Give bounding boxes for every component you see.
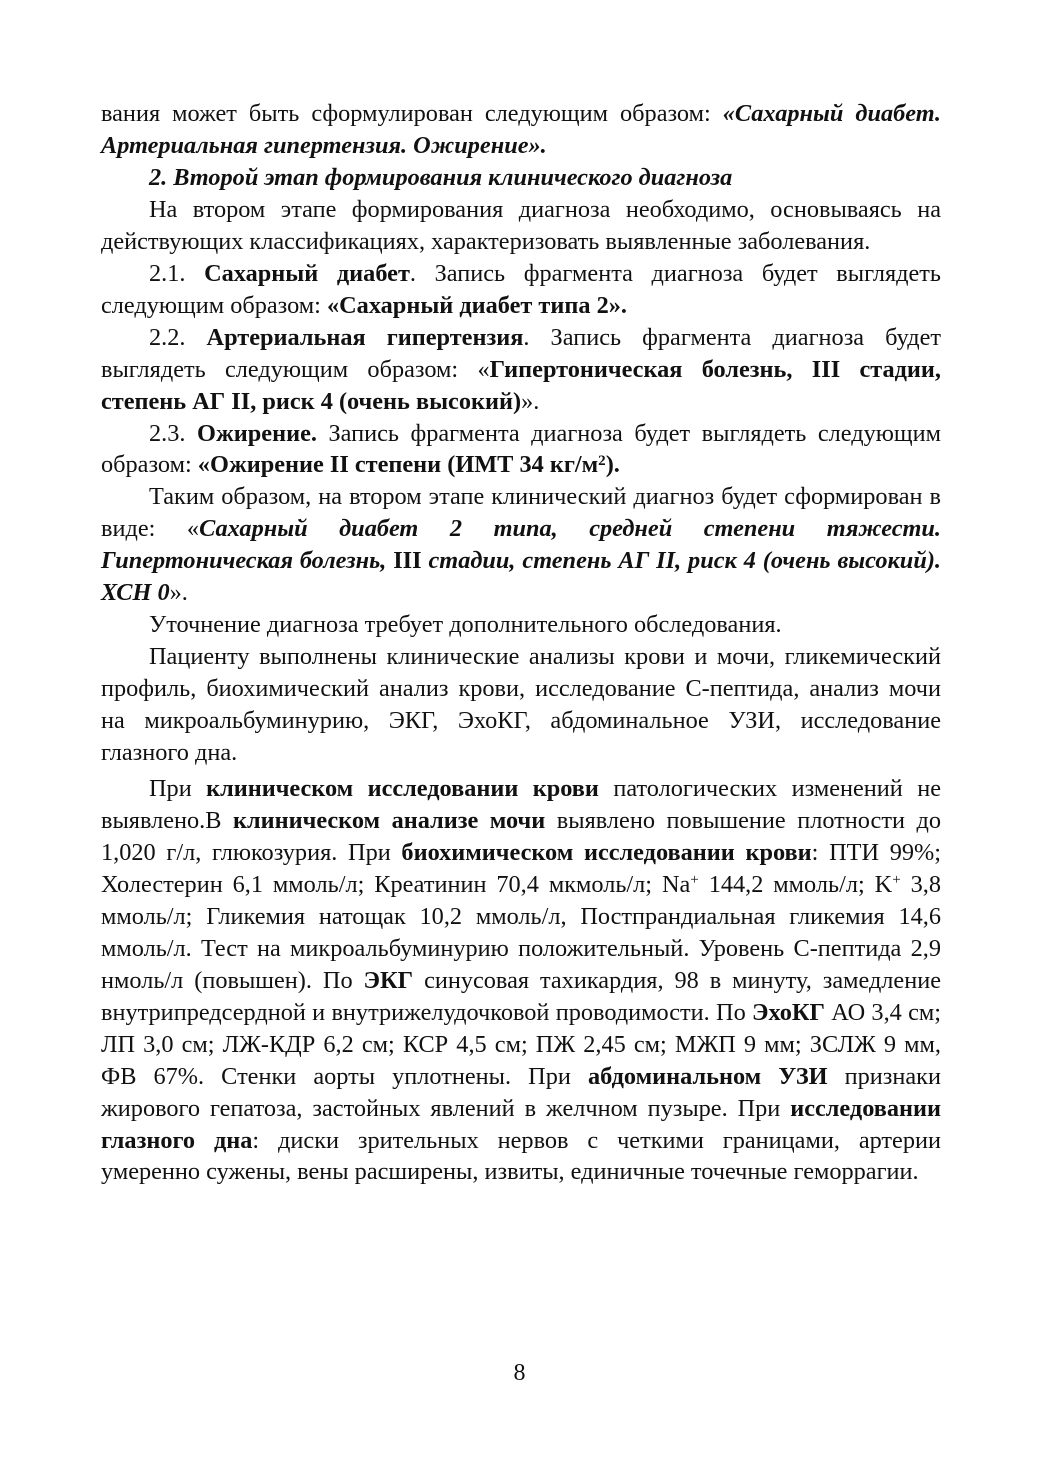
section-heading: 2. Второй этап формирования клинического диагноза bbox=[149, 163, 733, 191]
bold-term: клиническом исследовании крови bbox=[206, 775, 599, 803]
item-term: Ожирение. bbox=[196, 419, 317, 447]
bold-term: абдоминальном УЗИ bbox=[587, 1062, 828, 1090]
paragraph-examinations: Пациенту выполнены клинические анализы крови и мочи, гликемический профиль, биохимический анализ крови, исследование С-пептида, анализ мочи на микроальбуминурию, ЭКГ, ЭхоКГ, абдоминальное УЗИ, исследование глазного дна. bbox=[101, 643, 941, 767]
diagnosis-quote-part: стадии, степень АГ II, риск 4 (очень высокий). ХСН 0 bbox=[101, 547, 941, 607]
bold-term: ЭКГ bbox=[363, 966, 414, 994]
paragraph-text: При bbox=[149, 775, 207, 803]
diagnosis-quote-part: III bbox=[393, 547, 422, 575]
paragraph-continuation bbox=[101, 98, 941, 162]
item-term: Сахарный диабет bbox=[204, 259, 410, 287]
bold-term: биохимическом исследовании крови bbox=[401, 838, 812, 866]
paragraph-text: . Запись фрагмента диагноза будет выглядеть следующим образом: bbox=[101, 259, 941, 319]
paragraph-text: патологических изменений не выявлено.В bbox=[101, 775, 941, 834]
paragraph-obesity bbox=[101, 418, 941, 482]
item-number: 2.1. bbox=[149, 259, 205, 287]
paragraph-text: : ПТИ 99%; Холестерин 6,1 ммоль/л; Креатинин 70,4 мкмоль/л; Na bbox=[101, 838, 941, 898]
paragraph-text: ». bbox=[169, 579, 188, 607]
paragraph-text: : диски зрительных нервов с четкими границами, артерии умеренно сужены, вены расширены, извиты, единичные точечные геморрагии. bbox=[101, 1126, 941, 1186]
paragraph-stage-two: На втором этапе формирования диагноза необходимо, основываясь на действующих классификациях, характеризовать выявленные заболевания. bbox=[101, 195, 941, 255]
paragraph-text: 144,2 ммоль/л; K bbox=[698, 870, 893, 898]
paragraph-text: синусовая тахикардия, 98 в минуту, замедление внутрипредсердной и внутрижелудочковой проводимости. По bbox=[101, 966, 941, 1026]
bold-term: исследовании глазного дна bbox=[101, 1094, 941, 1154]
paragraph-text: Запись фрагмента диагноза будет выглядеть следующим образом: bbox=[101, 419, 941, 479]
paragraph-hypertension bbox=[101, 322, 941, 418]
diagnosis-quote: «Сахарный диабет типа 2». bbox=[326, 291, 627, 319]
paragraph-text: АО 3,4 см; ЛП 3,0 см; ЛЖ-КДР 6,2 см; КСР 4,5 см; ПЖ 2,45 см; МЖП 9 мм; ЗСЛЖ 9 мм, ФВ 67%. Стенки аорты уплотнены. При bbox=[101, 998, 941, 1090]
diagnosis-quote-part: Сахарный диабет 2 типа, средней степени тяжести. Гипертоническая болезнь, bbox=[101, 515, 941, 575]
item-number: 2.2. bbox=[149, 323, 207, 351]
superscript: 2 bbox=[598, 452, 606, 469]
quote-text: «Ожирение II степени (ИМТ 34 кг/м bbox=[197, 451, 599, 479]
paragraph-diabetes bbox=[101, 258, 941, 322]
document-body bbox=[101, 98, 941, 1188]
quote-end: ). bbox=[605, 451, 620, 479]
paragraph-text: признаки жирового гепатоза, застойных явлений в желчном пузыре. При bbox=[101, 1062, 941, 1122]
paragraph-text: 3,8 ммоль/л; Гликемия натощак 10,2 ммоль/л, Постпрандиальная гликемия 14,6 ммоль/л. Тест на микроальбуминурию положительный. Уровень С-пептида 2,9 нмоль/л (повышен). По bbox=[101, 870, 941, 994]
paragraph-text: выявлено повышение плотности до 1,020 г/л, глюкозурия. При bbox=[101, 806, 941, 866]
item-term: Артериальная гипертензия bbox=[206, 323, 524, 351]
item-number: 2.3. bbox=[149, 419, 197, 447]
page-number: 8 bbox=[513, 1360, 526, 1386]
bold-term: клиническом анализе мочи bbox=[232, 806, 546, 834]
diagnosis-quote bbox=[198, 451, 620, 478]
superscript: + bbox=[690, 872, 699, 889]
superscript: + bbox=[892, 872, 901, 889]
diagnosis-quote: Гипертоническая болезнь, III стадии, степень АГ II, риск 4 (очень высокий) bbox=[101, 355, 941, 415]
paragraph-final-diagnosis bbox=[101, 481, 941, 609]
bold-term: ЭхоКГ bbox=[752, 998, 825, 1026]
paragraph-text: вания может быть сформулирован следующим образом: bbox=[101, 100, 723, 127]
paragraph-text: . Запись фрагмента диагноза будет выглядеть следующим образом: « bbox=[101, 323, 941, 383]
paragraph-text: ». bbox=[521, 387, 540, 415]
paragraph-results bbox=[101, 773, 941, 1188]
paragraph-refinement: Уточнение диагноза требует дополнительного обследования. bbox=[149, 611, 782, 639]
diagnosis-quote: «Сахарный диабет. Артериальная гипертензия. Ожирение». bbox=[101, 100, 941, 159]
paragraph-text: Таким образом, на втором этапе клинический диагноз будет сформирован в виде: « bbox=[101, 483, 941, 543]
